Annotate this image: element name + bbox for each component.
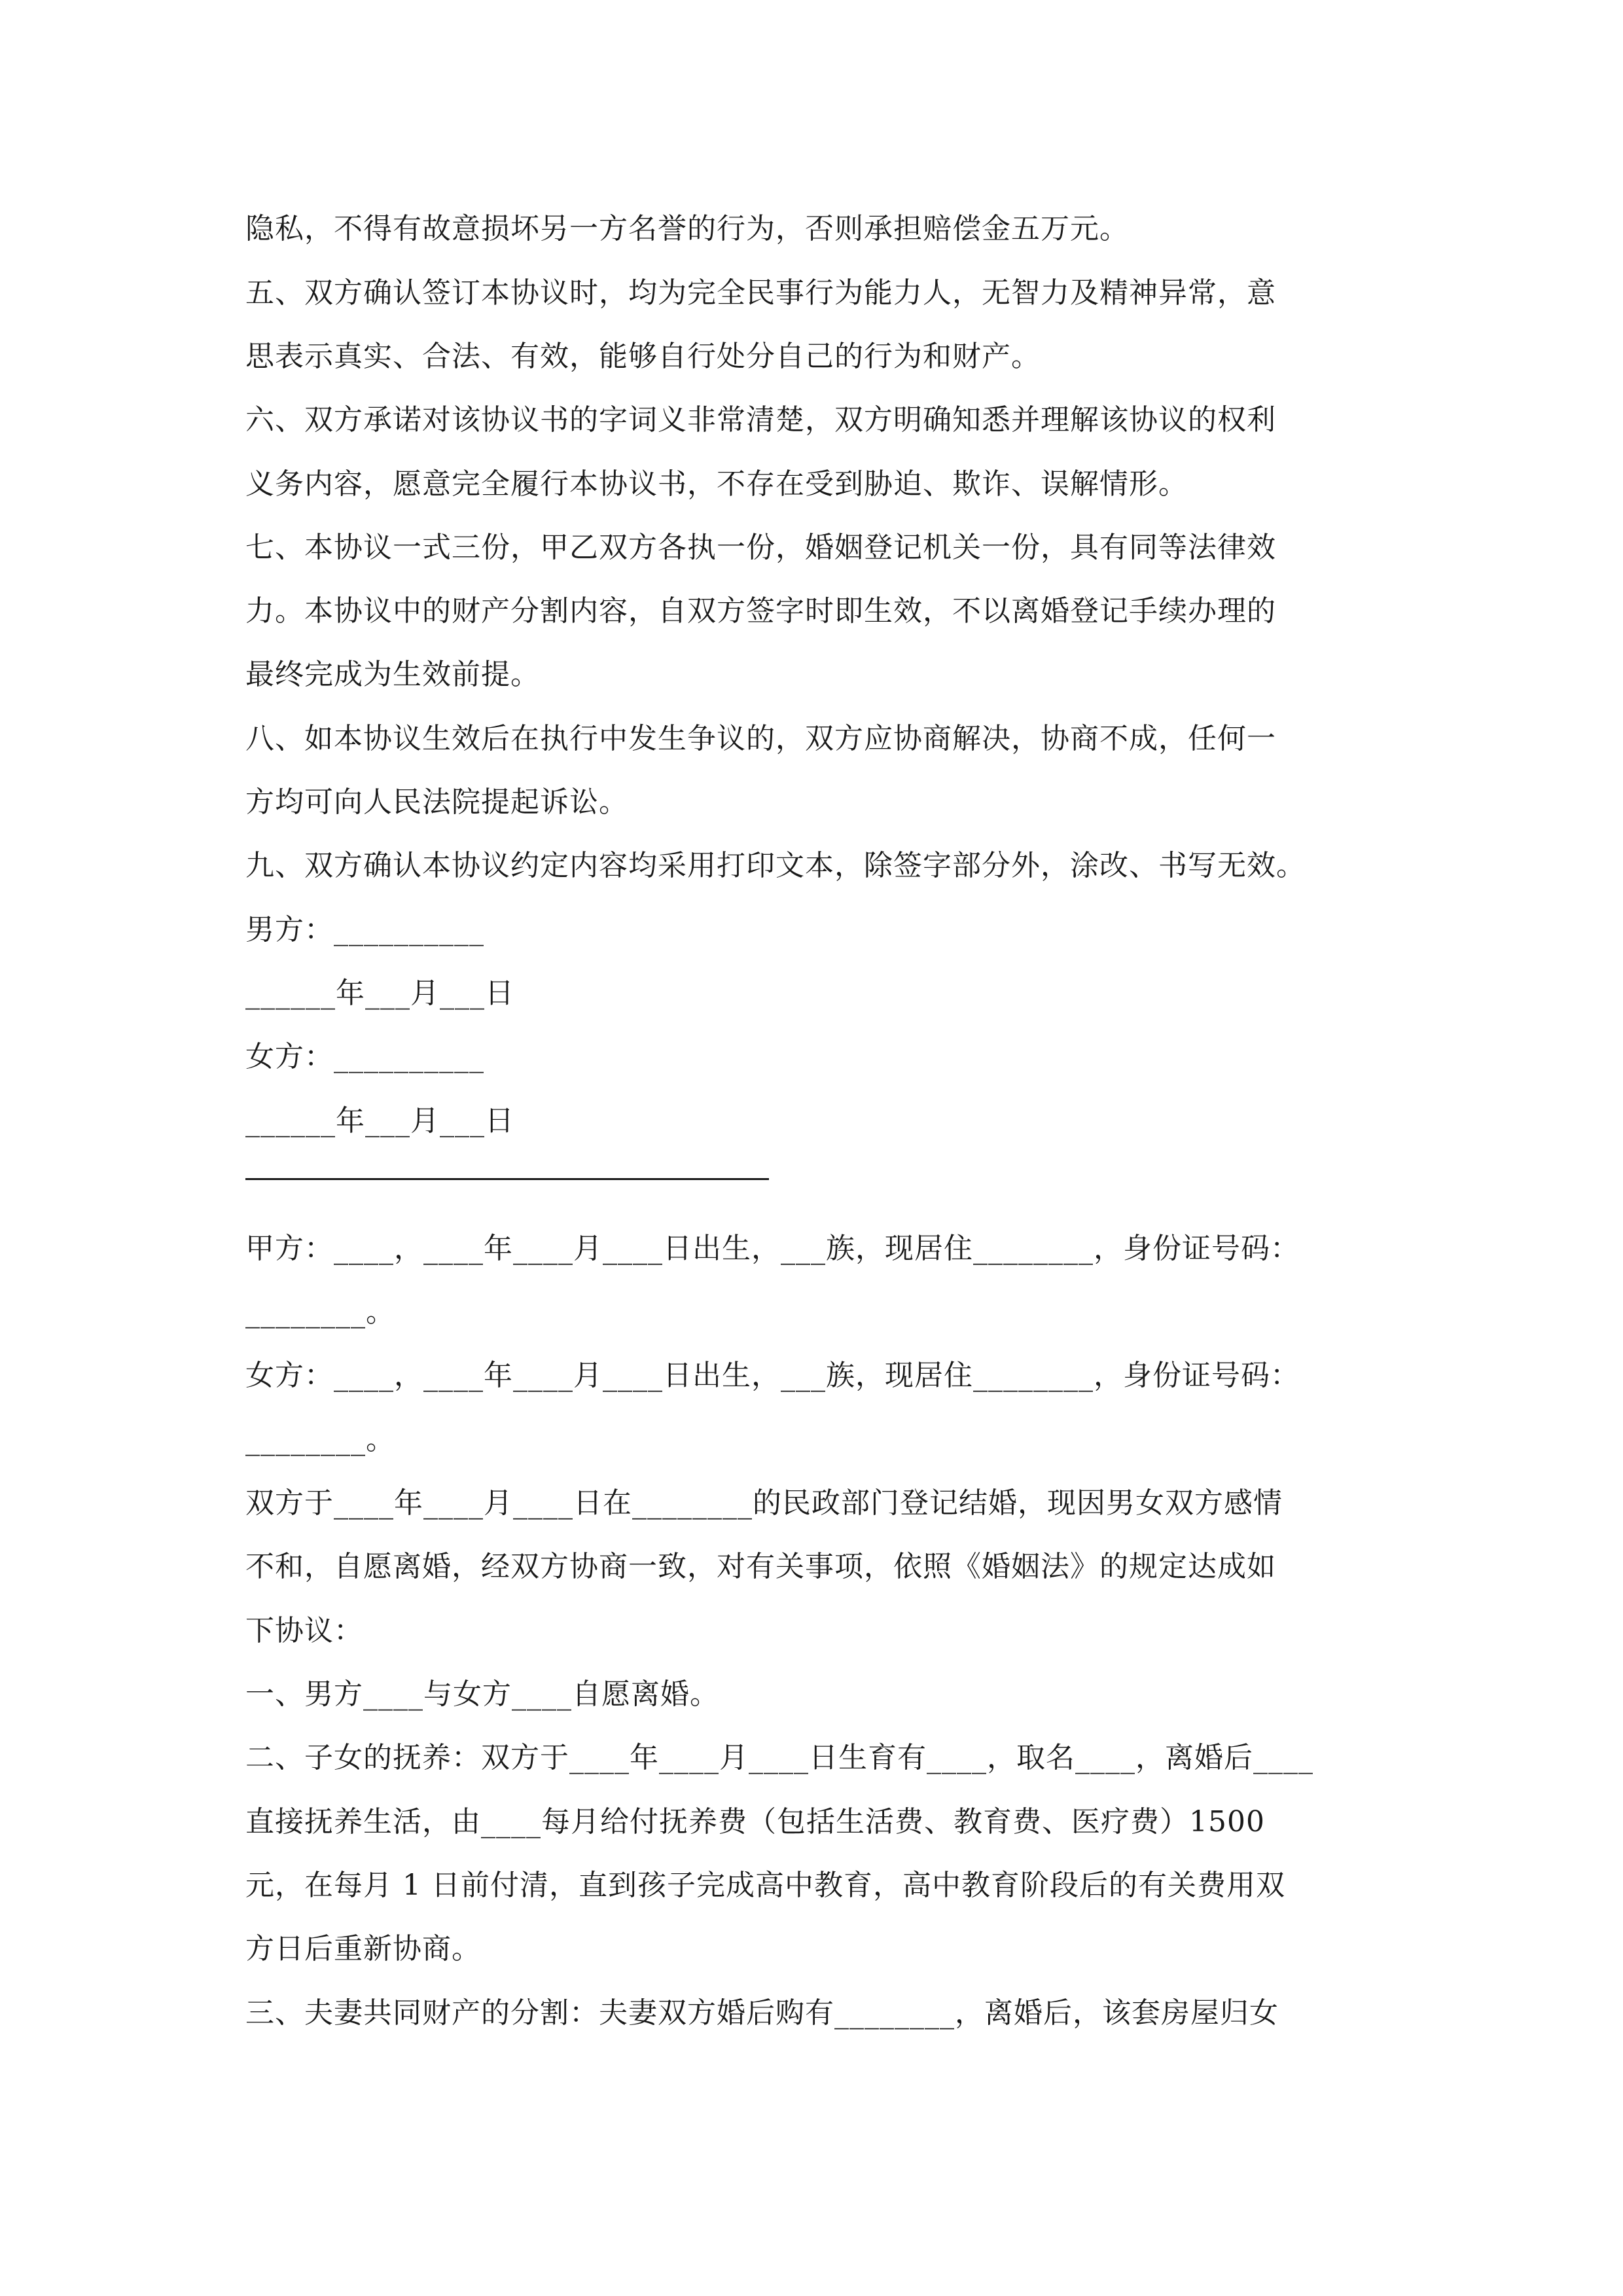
text-line: ________。: [245, 1295, 395, 1329]
text-line: 七、本协议一式三份，甲乙双方各执一份，婚姻登记机关一份，具有同等法律效: [245, 531, 1276, 564]
text-line: 思表示真实、合法、有效，能够自行处分自己的行为和财产。: [245, 340, 1041, 373]
text-line: 直接抚养生活，由____每月给付抚养费（包括生活费、教育费、医疗费）1500: [245, 1805, 1265, 1839]
text-line: 力。本协议中的财产分割内容，自双方签字时即生效，不以离婚登记手续办理的: [245, 594, 1276, 628]
text-line: 甲方：____，____年____月____日出生，___族，现居住________，身份证号码：: [245, 1232, 1300, 1265]
text-line: 六、双方承诺对该协议书的字词义非常清楚，双方明确知悉并理解该协议的权利: [245, 403, 1276, 437]
text-line: 二、子女的抚养：双方于____年____月____日生育有____，取名____，离婚后____: [245, 1741, 1313, 1774]
text-line: 双方于____年____月____日在________的民政部门登记结婚，现因男女双方感情: [245, 1486, 1283, 1520]
text-line: 九、双方确认本协议约定内容均采用打印文本，除签字部分外，涂改、书写无效。: [245, 849, 1306, 882]
male-date-line: ______年___月___日: [245, 977, 514, 1010]
text-line: 一、男方____与女方____自愿离婚。: [245, 1677, 719, 1711]
text-line: 不和，自愿离婚，经双方协商一致，对有关事项，依照《婚姻法》的规定达成如: [245, 1550, 1276, 1583]
text-line: 元，在每月 1 日前付清，直到孩子完成高中教育，高中教育阶段后的有关费用双: [245, 1869, 1285, 1902]
text-line: 五、双方确认签订本协议时，均为完全民事行为能力人，无智力及精神异常，意: [245, 276, 1276, 310]
text-line: ________。: [245, 1423, 395, 1456]
text-line: 下协议：: [245, 1614, 363, 1647]
section-divider: [245, 1178, 769, 1180]
text-line: 方日后重新协商。: [245, 1932, 481, 1965]
male-signature-line: 男方：__________: [245, 913, 484, 946]
female-date-line: ______年___月___日: [245, 1104, 514, 1138]
text-line: 八、如本协议生效后在执行中发生争议的，双方应协商解决，协商不成，任何一: [245, 722, 1276, 755]
text-line: 三、夫妻共同财产的分割：夫妻双方婚后购有________，离婚后，该套房屋归女: [245, 1996, 1279, 2030]
text-line: 义务内容，愿意完全履行本协议书，不存在受到胁迫、欺诈、误解情形。: [245, 467, 1188, 501]
text-line: 女方：____，____年____月____日出生，___族，现居住________，身份证号码：: [245, 1359, 1300, 1392]
text-line: 方均可向人民法院提起诉讼。: [245, 785, 628, 819]
text-line: 最终完成为生效前提。: [245, 658, 540, 691]
text-line: 隐私，不得有故意损坏另一方名誉的行为，否则承担赔偿金五万元。: [245, 212, 1129, 245]
female-signature-line: 女方：__________: [245, 1040, 484, 1073]
